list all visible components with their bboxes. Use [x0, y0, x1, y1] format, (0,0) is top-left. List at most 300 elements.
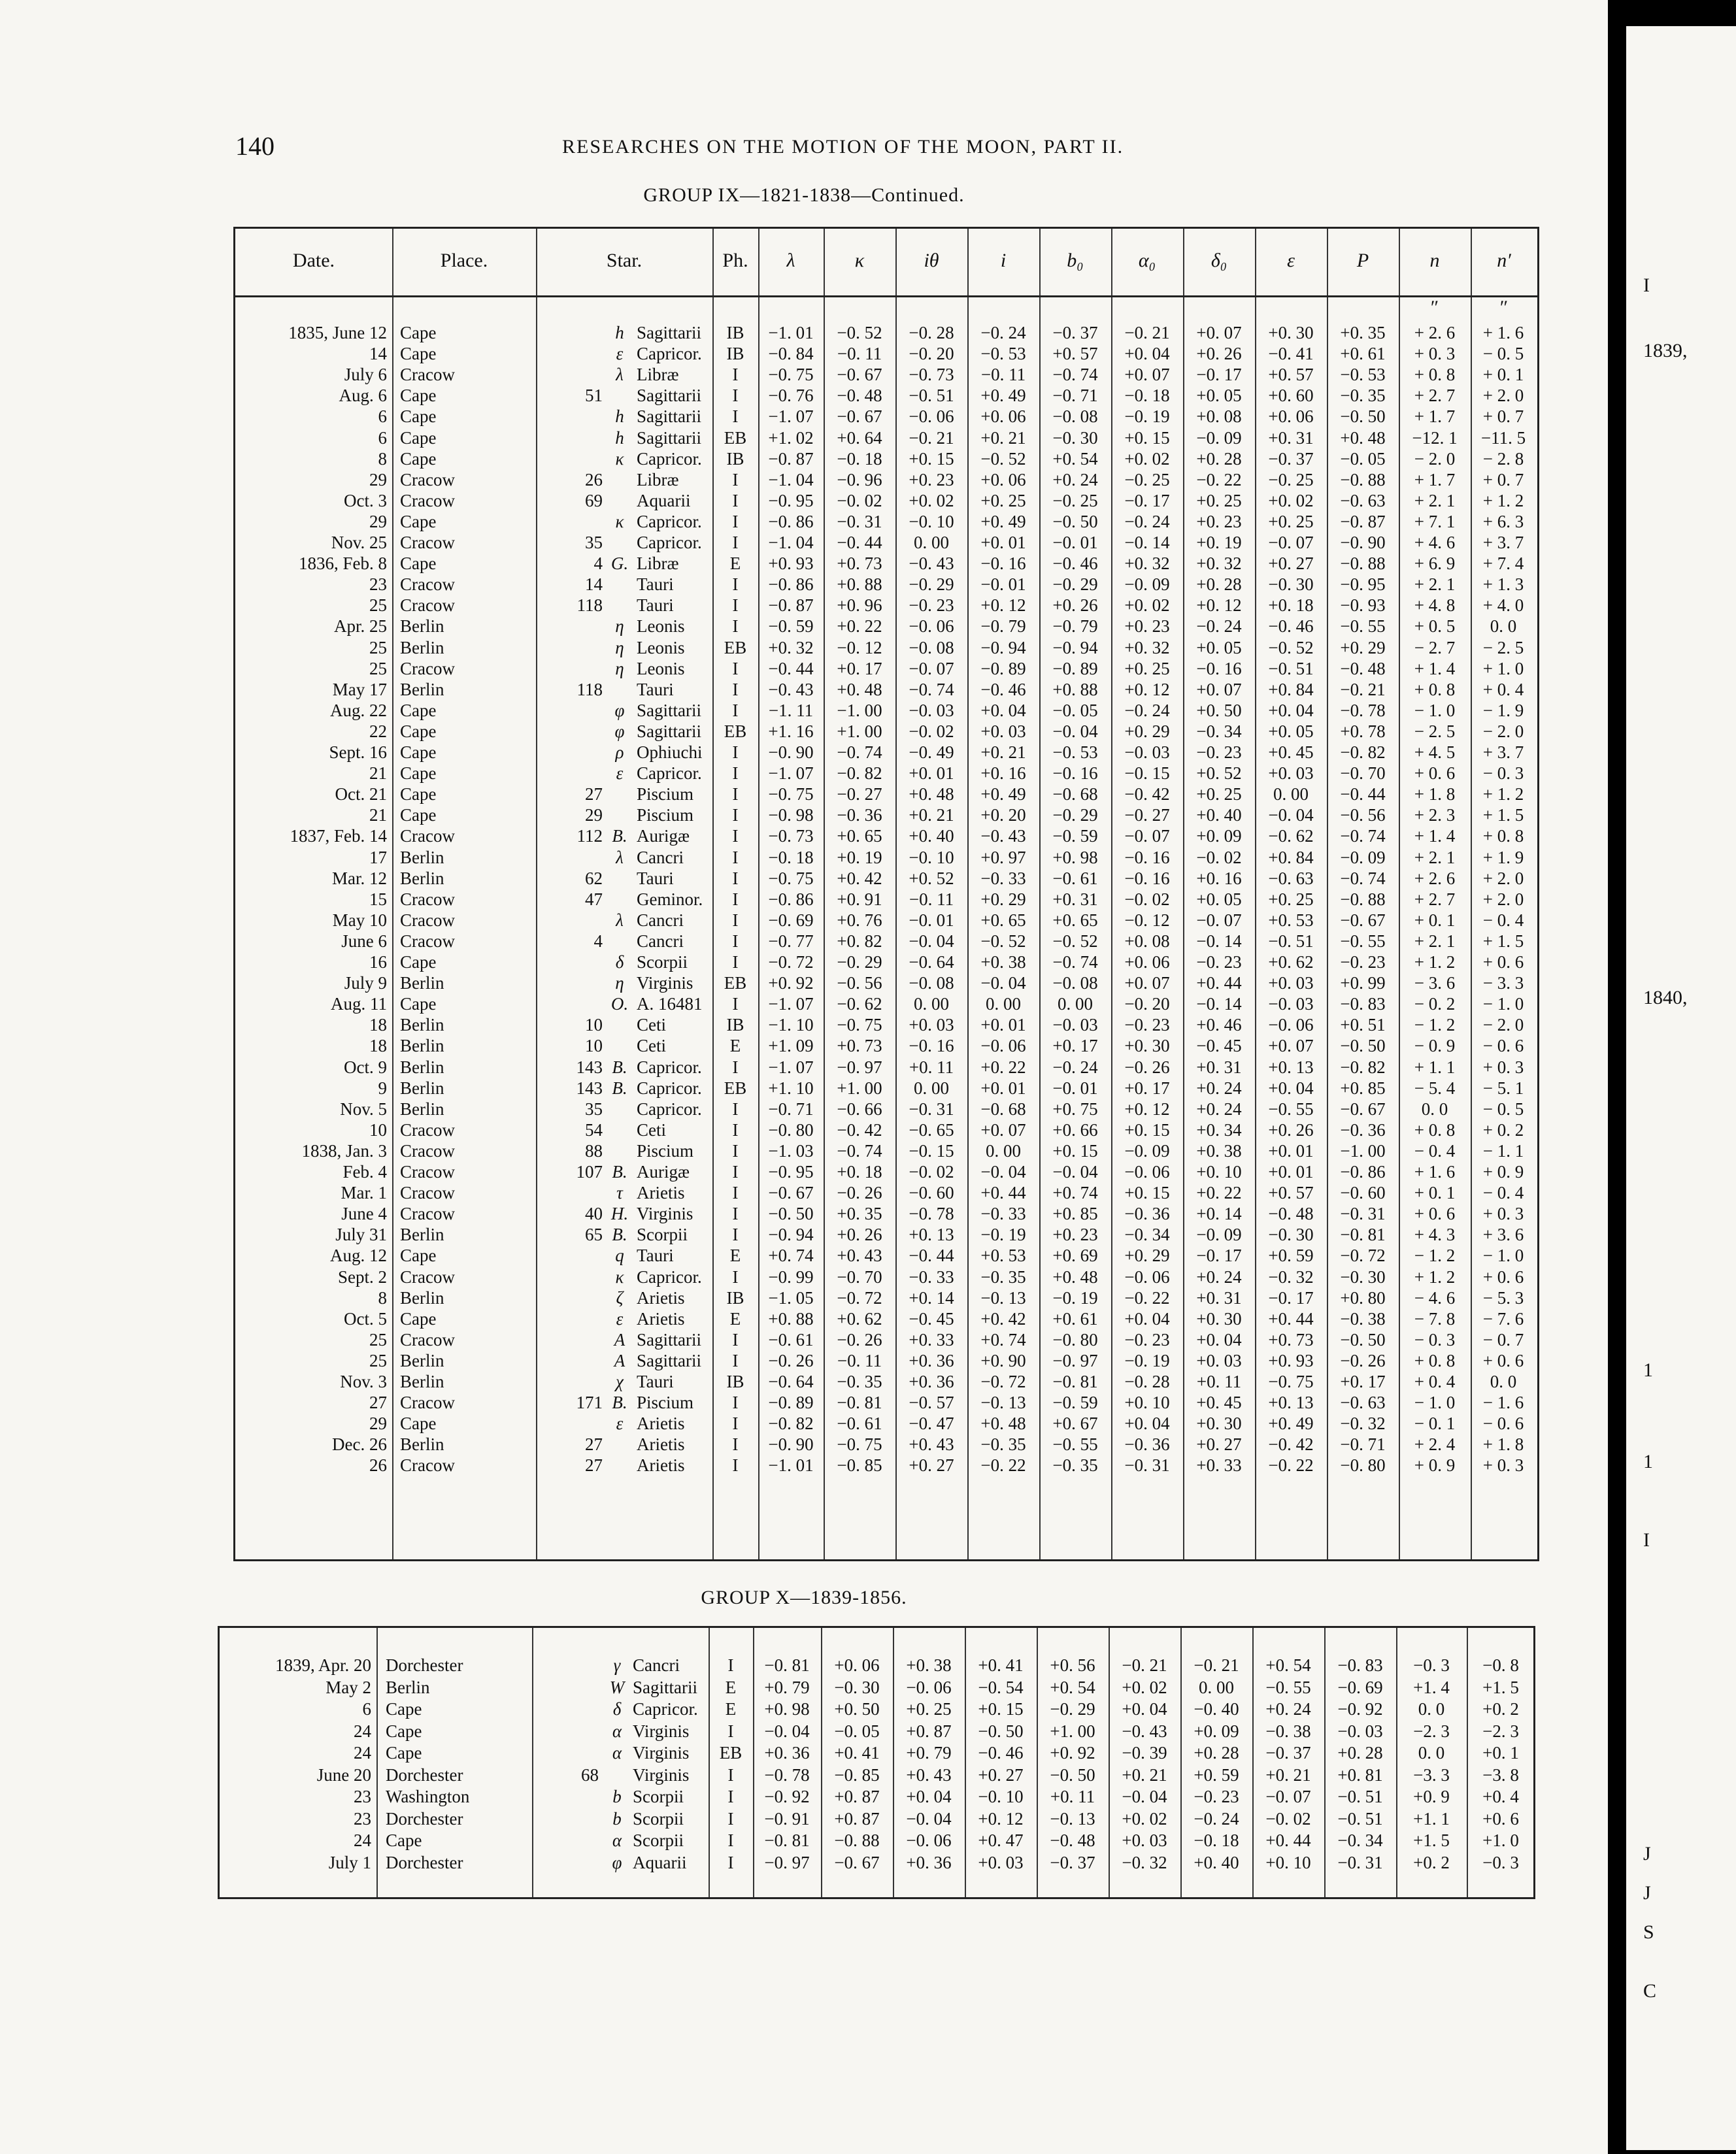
star-name-cell: Virginis — [633, 1721, 690, 1741]
kappa-cell: −0. 74 — [837, 1140, 882, 1161]
i-theta-cell: −0. 33 — [909, 1267, 954, 1287]
b0-cell: −0. 48 — [1050, 1831, 1095, 1850]
date-cell: Dec. 26 — [332, 1434, 387, 1455]
star-name-cell: Capricor. — [637, 1267, 702, 1287]
n-prime-cell: + 3. 6 — [1482, 1225, 1524, 1245]
epsilon-cell: +0. 44 — [1268, 1308, 1314, 1329]
p-cell: −0. 34 — [1337, 1831, 1383, 1850]
i-cell: −0. 43 — [980, 826, 1026, 846]
b0-cell: −0. 59 — [1052, 1393, 1098, 1413]
i-cell: +0. 03 — [978, 1852, 1024, 1872]
i-theta-cell: +0. 13 — [909, 1225, 954, 1245]
b0-cell: −0. 52 — [1052, 931, 1098, 951]
table-row — [235, 1204, 1537, 1224]
date-cell: 25 — [369, 658, 387, 678]
i-theta-cell: −0. 43 — [909, 554, 954, 574]
phase-cell: E — [725, 1677, 737, 1697]
table-row — [220, 1655, 1533, 1676]
lambda-cell: −0. 81 — [764, 1831, 810, 1850]
alpha0-cell: +0. 21 — [1122, 1765, 1167, 1785]
date-cell: Aug. 11 — [331, 994, 387, 1014]
i-theta-cell: +0. 33 — [909, 1329, 954, 1350]
alpha0-cell: −0. 25 — [1124, 469, 1170, 489]
i-theta-cell: −0. 04 — [906, 1808, 952, 1829]
delta0-cell: −0. 14 — [1196, 994, 1242, 1014]
star-name-cell: Capricor. — [633, 1699, 698, 1719]
alpha0-cell: +0. 02 — [1122, 1677, 1167, 1697]
star-name-cell: Aurigæ — [637, 1162, 690, 1182]
place-cell: Cape — [386, 1831, 422, 1850]
lambda-cell: −1. 10 — [768, 1015, 814, 1035]
alpha0-cell: −0. 31 — [1124, 1455, 1170, 1476]
delta0-cell: +0. 31 — [1196, 1287, 1242, 1308]
epsilon-cell: −0. 02 — [1265, 1808, 1311, 1829]
kappa-cell: −0. 11 — [837, 344, 882, 364]
b0-cell: −0. 97 — [1052, 1350, 1098, 1370]
i-cell: 0. 00 — [986, 1140, 1021, 1161]
alpha0-cell: −0. 14 — [1124, 533, 1170, 552]
lambda-cell: −0. 81 — [764, 1655, 810, 1675]
lambda-cell: −0. 72 — [768, 952, 814, 972]
date-cell: 22 — [369, 721, 387, 741]
table-row — [235, 1434, 1537, 1455]
i-theta-cell: 0. 00 — [914, 533, 949, 552]
n-prime-cell: + 1. 2 — [1482, 784, 1524, 804]
delta0-cell: +0. 34 — [1196, 1119, 1242, 1140]
epsilon-cell: +0. 04 — [1268, 1078, 1314, 1098]
n-prime-cell: + 0. 3 — [1482, 1204, 1524, 1224]
date-cell: 17 — [369, 847, 387, 867]
b0-cell: −0. 55 — [1052, 1434, 1098, 1455]
delta0-cell: +0. 46 — [1196, 1015, 1242, 1035]
lambda-cell: −0. 98 — [768, 805, 814, 825]
header-cell: λ — [786, 250, 795, 271]
phase-cell: IB — [726, 1372, 744, 1391]
i-cell: +0. 04 — [980, 700, 1026, 720]
n-prime-cell: −2. 3 — [1482, 1721, 1519, 1741]
place-cell: Berlin — [386, 1677, 430, 1697]
star-number-cell: 118 — [576, 679, 603, 699]
n-prime-cell: − 2. 8 — [1482, 448, 1524, 469]
i-cell: +0. 41 — [978, 1655, 1024, 1675]
table-row — [235, 428, 1537, 448]
i-theta-cell: −0. 64 — [909, 952, 954, 972]
n-cell: +0. 9 — [1413, 1787, 1450, 1806]
header-cell: κ — [854, 250, 865, 271]
i-theta-cell: −0. 04 — [909, 931, 954, 951]
lambda-cell: −0. 18 — [768, 847, 814, 867]
n-prime-cell: − 1. 6 — [1482, 1393, 1524, 1413]
star-name-cell: Tauri — [637, 1372, 674, 1391]
date-cell: Mar. 12 — [332, 868, 387, 888]
n-prime-cell: + 2. 0 — [1482, 889, 1524, 909]
i-theta-cell: +0. 40 — [909, 826, 954, 846]
table-row — [235, 574, 1537, 595]
star-number-cell: 10 — [585, 1036, 603, 1056]
star-name-cell: Sagittarii — [637, 323, 701, 342]
i-cell: −0. 54 — [978, 1677, 1024, 1697]
place-cell: Cape — [400, 448, 437, 469]
n-prime-cell: − 0. 7 — [1482, 1329, 1524, 1350]
phase-cell: EB — [724, 721, 747, 741]
i-cell: −0. 79 — [980, 616, 1026, 637]
star-letter-cell: η — [615, 658, 624, 678]
i-theta-cell: +0. 03 — [909, 1015, 954, 1035]
p-cell: −0. 30 — [1340, 1267, 1386, 1287]
kappa-cell: +0. 48 — [837, 679, 882, 699]
alpha0-cell: −0. 23 — [1124, 1329, 1170, 1350]
table-row — [235, 931, 1537, 952]
date-cell: 15 — [369, 889, 387, 909]
b0-cell: +0. 74 — [1052, 1183, 1098, 1203]
b0-cell: +0. 75 — [1052, 1099, 1098, 1119]
n-prime-cell: − 1. 0 — [1482, 1246, 1524, 1266]
place-cell: Cape — [386, 1743, 422, 1763]
b0-cell: −0. 79 — [1052, 616, 1098, 637]
delta0-cell: +0. 16 — [1196, 868, 1242, 888]
side-fragment: 1 — [1643, 1359, 1653, 1381]
n-prime-cell: + 0. 1 — [1482, 365, 1524, 385]
delta0-cell: −0. 23 — [1194, 1787, 1239, 1806]
place-cell: Berlin — [400, 1057, 444, 1077]
n-prime-cell: +0. 2 — [1482, 1699, 1519, 1719]
i-theta-cell: 0. 00 — [914, 994, 949, 1014]
p-cell: −0. 90 — [1340, 533, 1386, 552]
place-cell: Dorchester — [386, 1655, 463, 1675]
star-letter-cell: φ — [614, 721, 625, 741]
lambda-cell: −0. 89 — [768, 1393, 814, 1413]
epsilon-cell: −0. 41 — [1268, 344, 1314, 364]
i-cell: −0. 35 — [980, 1434, 1026, 1455]
b0-cell: −0. 30 — [1052, 427, 1098, 448]
phase-cell: I — [732, 469, 739, 489]
p-cell: −0. 48 — [1340, 658, 1386, 678]
delta0-cell: +0. 24 — [1196, 1267, 1242, 1287]
kappa-cell: −0. 30 — [834, 1677, 880, 1697]
lambda-cell: +0. 79 — [764, 1677, 810, 1697]
table-row — [235, 406, 1537, 427]
lambda-cell: −0. 95 — [768, 1162, 814, 1182]
place-cell: Cape — [400, 323, 437, 342]
delta0-cell: 0. 00 — [1199, 1677, 1234, 1697]
n-prime-cell: + 1. 5 — [1482, 805, 1524, 825]
alpha0-cell: +0. 02 — [1124, 448, 1170, 469]
date-cell: July 1 — [328, 1852, 371, 1872]
alpha0-cell: +0. 02 — [1124, 595, 1170, 616]
kappa-cell: +0. 17 — [837, 658, 882, 678]
epsilon-cell: −0. 46 — [1268, 616, 1314, 637]
i-cell: +0. 12 — [978, 1808, 1024, 1829]
b0-cell: −0. 59 — [1052, 826, 1098, 846]
p-cell: +0. 81 — [1337, 1765, 1383, 1785]
p-cell: +0. 61 — [1340, 344, 1386, 364]
star-name-cell: Aurigæ — [637, 826, 690, 846]
n-prime-cell: 0. 0 — [1490, 1372, 1517, 1391]
delta0-cell: −0. 02 — [1196, 847, 1242, 867]
star-name-cell: Arietis — [637, 1183, 685, 1203]
lambda-cell: −1. 07 — [768, 994, 814, 1014]
star-name-cell: Scorpii — [637, 952, 688, 972]
place-cell: Cracow — [400, 910, 455, 930]
i-theta-cell: −0. 51 — [909, 386, 954, 406]
b0-cell: −0. 24 — [1052, 1057, 1098, 1077]
date-cell: 1839, Apr. 20 — [275, 1655, 371, 1675]
star-letter-cell: h — [615, 427, 624, 448]
place-cell: Cracow — [400, 574, 455, 595]
delta0-cell: +0. 30 — [1196, 1308, 1242, 1329]
p-cell: −0. 63 — [1340, 490, 1386, 510]
date-cell: 24 — [354, 1721, 371, 1741]
delta0-cell: +0. 28 — [1194, 1743, 1239, 1763]
star-name-cell: Sagittarii — [637, 406, 701, 427]
delta0-cell: +0. 33 — [1196, 1455, 1242, 1476]
star-letter-cell: η — [615, 616, 624, 637]
p-cell: −0. 82 — [1340, 1057, 1386, 1077]
b0-cell: −0. 04 — [1052, 721, 1098, 741]
epsilon-cell: +0. 62 — [1268, 952, 1314, 972]
i-cell: +0. 06 — [980, 406, 1026, 427]
p-cell: −0. 09 — [1340, 847, 1386, 867]
lambda-cell: −0. 95 — [768, 490, 814, 510]
date-cell: 21 — [369, 805, 387, 825]
kappa-cell: −0. 70 — [837, 1267, 882, 1287]
b0-cell: −0. 50 — [1052, 511, 1098, 531]
star-name-cell: Tauri — [637, 679, 674, 699]
star-letter-cell: γ — [613, 1655, 621, 1675]
alpha0-cell: +0. 12 — [1124, 679, 1170, 699]
place-cell: Cape — [400, 763, 437, 784]
p-cell: −0. 50 — [1340, 1036, 1386, 1056]
table-row — [235, 848, 1537, 868]
table-row — [220, 1699, 1533, 1719]
b0-cell: +0. 26 — [1052, 595, 1098, 616]
phase-cell: I — [732, 511, 739, 531]
delta0-cell: −0. 14 — [1196, 931, 1242, 951]
date-cell: Sept. 2 — [337, 1267, 387, 1287]
place-cell: Cracow — [400, 826, 455, 846]
b0-cell: −0. 53 — [1052, 742, 1098, 762]
b0-cell: −0. 94 — [1052, 637, 1098, 657]
n-prime-cell: + 4. 0 — [1482, 595, 1524, 616]
star-name-cell: Sagittarii — [637, 700, 701, 720]
place-cell: Dorchester — [386, 1852, 463, 1872]
table-row — [235, 1141, 1537, 1161]
i-cell: +0. 01 — [980, 1078, 1026, 1098]
i-theta-cell: −0. 08 — [909, 973, 954, 993]
n-cell: + 2. 1 — [1414, 490, 1456, 510]
i-cell: −0. 72 — [980, 1372, 1026, 1391]
delta0-cell: −0. 23 — [1196, 742, 1242, 762]
delta0-cell: +0. 28 — [1196, 574, 1242, 595]
i-cell: +0. 07 — [980, 1119, 1026, 1140]
i-cell: +0. 53 — [980, 1246, 1026, 1266]
star-name-cell: Ceti — [637, 1119, 666, 1140]
p-cell: +0. 17 — [1340, 1372, 1386, 1391]
kappa-cell: +0. 96 — [837, 595, 882, 616]
date-cell: Aug. 12 — [330, 1246, 387, 1266]
p-cell: −0. 51 — [1337, 1787, 1383, 1806]
date-cell: 23 — [354, 1787, 371, 1806]
table-row — [235, 386, 1537, 406]
kappa-cell: +0. 65 — [837, 826, 882, 846]
n-cell: − 1. 2 — [1414, 1246, 1456, 1266]
epsilon-cell: +0. 13 — [1268, 1057, 1314, 1077]
phase-cell: I — [732, 1455, 739, 1476]
n-prime-cell: − 0. 5 — [1482, 1099, 1524, 1119]
delta0-cell: +0. 32 — [1196, 554, 1242, 574]
b0-cell: +0. 54 — [1050, 1677, 1095, 1697]
i-theta-cell: −0. 57 — [909, 1393, 954, 1413]
table-row — [235, 1309, 1537, 1329]
star-letter-cell: χ — [616, 1372, 624, 1391]
i-theta-cell: −0. 03 — [909, 700, 954, 720]
table-row — [235, 973, 1537, 993]
date-cell: 16 — [369, 952, 387, 972]
epsilon-cell: +0. 04 — [1268, 700, 1314, 720]
star-name-cell: Cancri — [637, 847, 684, 867]
date-cell: Nov. 25 — [331, 533, 387, 552]
kappa-cell: −0. 05 — [834, 1721, 880, 1741]
b0-cell: −0. 89 — [1052, 658, 1098, 678]
delta0-cell: −0. 07 — [1196, 910, 1242, 930]
epsilon-cell: +0. 54 — [1265, 1655, 1311, 1675]
side-fragment: C — [1643, 1980, 1657, 2002]
alpha0-cell: −0. 24 — [1124, 511, 1170, 531]
b0-cell: −0. 29 — [1052, 574, 1098, 595]
alpha0-cell: +0. 30 — [1124, 1036, 1170, 1056]
epsilon-cell: +0. 10 — [1265, 1852, 1311, 1872]
phase-cell: I — [732, 1267, 739, 1287]
phase-cell: I — [732, 1225, 739, 1245]
epsilon-cell: +0. 73 — [1268, 1329, 1314, 1350]
place-cell: Cape — [400, 784, 437, 804]
b0-cell: +0. 88 — [1052, 679, 1098, 699]
kappa-cell: −0. 67 — [834, 1852, 880, 1872]
alpha0-cell: +0. 23 — [1124, 616, 1170, 637]
phase-cell: I — [727, 1787, 734, 1806]
phase-cell: I — [732, 889, 739, 909]
lambda-cell: +1. 02 — [768, 427, 814, 448]
i-theta-cell: +0. 36 — [909, 1372, 954, 1391]
star-name-cell: Cancri — [633, 1655, 680, 1675]
place-cell: Cape — [400, 1308, 437, 1329]
phase-cell: E — [729, 1246, 741, 1266]
b0-cell: +0. 31 — [1052, 889, 1098, 909]
i-cell: 0. 00 — [986, 994, 1021, 1014]
i-cell: −0. 13 — [980, 1393, 1026, 1413]
lambda-cell: −1. 01 — [768, 323, 814, 342]
epsilon-cell: +0. 60 — [1268, 386, 1314, 406]
kappa-cell: −0. 26 — [837, 1183, 882, 1203]
kappa-cell: −0. 18 — [837, 448, 882, 469]
n-prime-cell: + 0. 7 — [1482, 469, 1524, 489]
p-cell: −0. 88 — [1340, 889, 1386, 909]
n-prime-cell: + 1. 2 — [1482, 490, 1524, 510]
b0-cell: −0. 61 — [1052, 868, 1098, 888]
n-cell: 0. 0 — [1418, 1699, 1445, 1719]
star-letter-cell: α — [612, 1743, 622, 1763]
header-cell: ε — [1287, 250, 1295, 271]
n-prime-cell: +1. 5 — [1482, 1677, 1519, 1697]
lambda-cell: −0. 94 — [768, 1225, 814, 1245]
phase-cell: I — [727, 1765, 734, 1785]
p-cell: +0. 78 — [1340, 721, 1386, 741]
star-letter-cell: α — [612, 1721, 622, 1741]
star-name-cell: Sagittarii — [633, 1677, 697, 1697]
b0-cell: −0. 08 — [1052, 973, 1098, 993]
kappa-cell: −0. 11 — [837, 1350, 882, 1370]
lambda-cell: −0. 90 — [768, 1434, 814, 1455]
n-prime-cell: +1. 0 — [1482, 1831, 1519, 1850]
n-cell: + 0. 6 — [1414, 1204, 1456, 1224]
star-letter-cell: B. — [612, 1162, 627, 1182]
kappa-cell: −0. 62 — [837, 994, 882, 1014]
star-number-cell: 35 — [585, 1099, 603, 1119]
star-name-cell: Arietis — [637, 1308, 685, 1329]
alpha0-cell: +0. 04 — [1124, 344, 1170, 364]
side-fragment: 1 — [1643, 1451, 1653, 1472]
star-name-cell: Cancri — [637, 931, 684, 951]
delta0-cell: +0. 25 — [1196, 490, 1242, 510]
delta0-cell: +0. 09 — [1194, 1721, 1239, 1741]
epsilon-cell: −0. 03 — [1268, 994, 1314, 1014]
star-number-cell: 47 — [585, 889, 603, 909]
n-cell: + 4. 8 — [1414, 595, 1456, 616]
table-row — [235, 595, 1537, 616]
i-cell: +0. 47 — [978, 1831, 1024, 1850]
table-row — [235, 889, 1537, 910]
epsilon-cell: −0. 42 — [1268, 1434, 1314, 1455]
star-letter-cell: W — [609, 1677, 625, 1697]
phase-cell: IB — [726, 344, 744, 364]
date-cell: Nov. 5 — [340, 1099, 387, 1119]
lambda-cell: +1. 16 — [768, 721, 814, 741]
n-cell: + 6. 9 — [1414, 554, 1456, 574]
alpha0-cell: +0. 10 — [1124, 1393, 1170, 1413]
n-cell: − 0. 1 — [1414, 1414, 1456, 1434]
lambda-cell: −0. 50 — [768, 1204, 814, 1224]
lambda-cell: −0. 71 — [768, 1099, 814, 1119]
star-letter-cell: α — [612, 1831, 622, 1850]
kappa-cell: −0. 48 — [837, 386, 882, 406]
i-cell: −0. 06 — [980, 1036, 1026, 1056]
phase-cell: E — [729, 1036, 741, 1056]
i-cell: −0. 52 — [980, 448, 1026, 469]
epsilon-cell: +0. 02 — [1268, 490, 1314, 510]
p-cell: −0. 31 — [1340, 1204, 1386, 1224]
n-prime-cell: − 5. 1 — [1482, 1078, 1524, 1098]
phase-cell: E — [729, 554, 741, 574]
i-theta-cell: +0. 27 — [909, 1455, 954, 1476]
i-cell: +0. 49 — [980, 386, 1026, 406]
p-cell: −0. 55 — [1340, 931, 1386, 951]
lambda-cell: −0. 67 — [768, 1183, 814, 1203]
epsilon-cell: +0. 84 — [1268, 679, 1314, 699]
delta0-cell: +0. 24 — [1196, 1078, 1242, 1098]
star-name-cell: Scorpii — [637, 1225, 688, 1245]
n-cell: − 2. 7 — [1414, 637, 1456, 657]
b0-cell: +0. 24 — [1052, 469, 1098, 489]
p-cell: −0. 83 — [1340, 994, 1386, 1014]
alpha0-cell: −0. 06 — [1124, 1267, 1170, 1287]
b0-cell: +0. 57 — [1052, 344, 1098, 364]
i-cell: +0. 06 — [980, 469, 1026, 489]
lambda-cell: −0. 82 — [768, 1414, 814, 1434]
delta0-cell: +0. 08 — [1196, 406, 1242, 427]
place-cell: Berlin — [400, 1372, 444, 1391]
date-cell: June 6 — [341, 931, 387, 951]
star-name-cell: Capricor. — [637, 1078, 702, 1098]
